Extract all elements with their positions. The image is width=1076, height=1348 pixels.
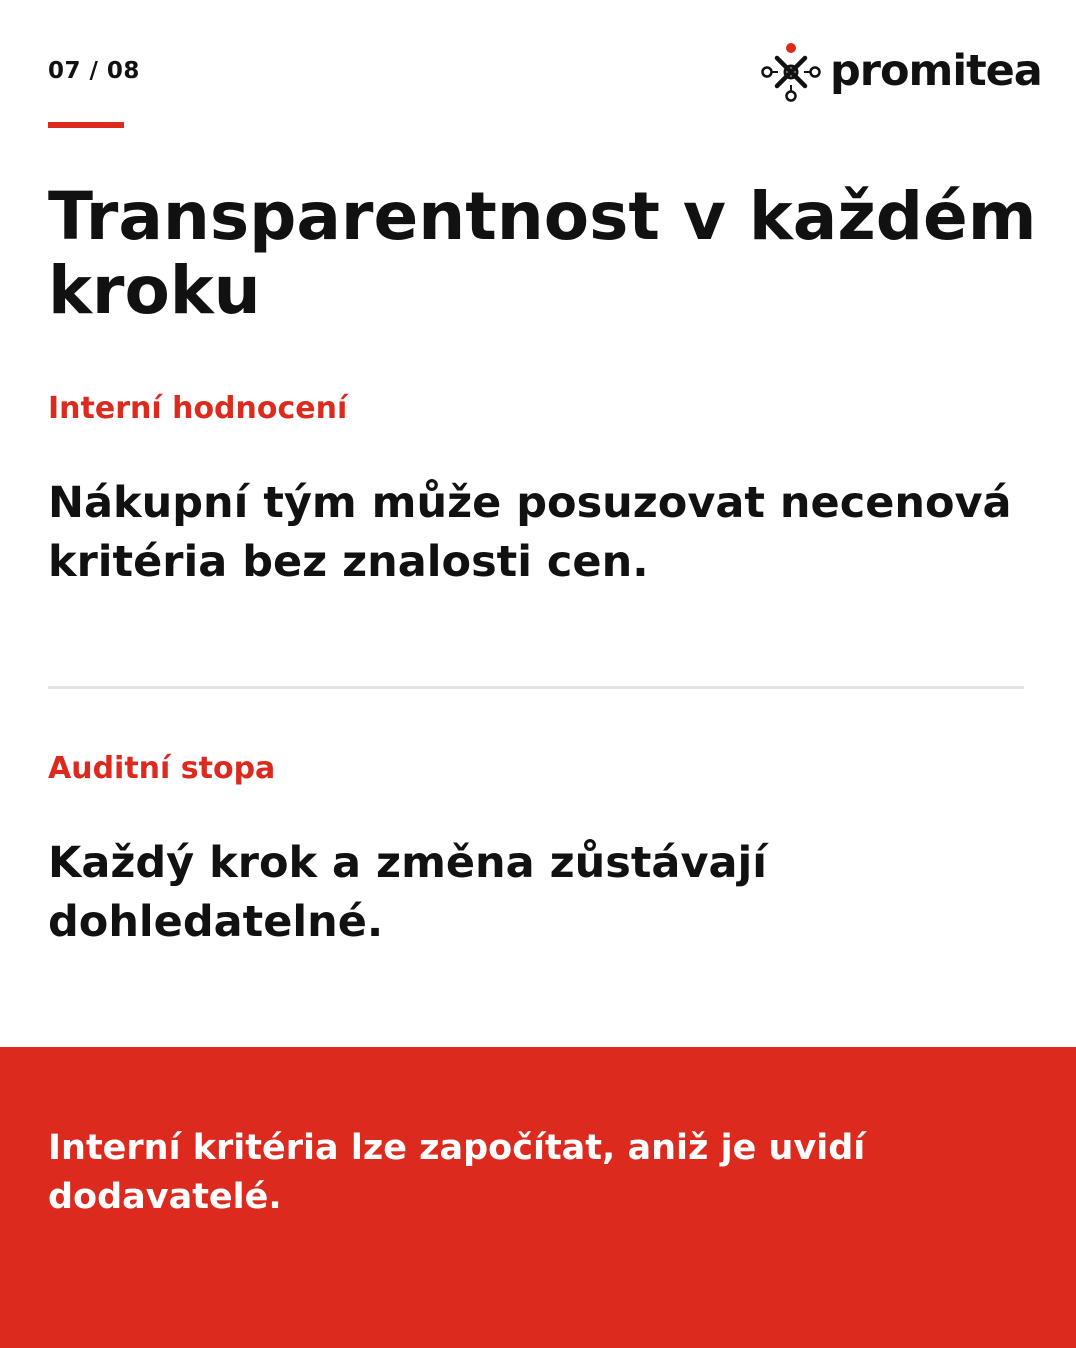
section-text-internal-evaluation: Nákupní tým může posuzovat necenová kritéria bez znalosti cen. <box>48 478 1012 587</box>
accent-rule <box>48 122 124 128</box>
logo-wordmark: promitea <box>830 45 1042 96</box>
section-text-audit-trail: Každý krok a změna zůstávají dohledatelné. <box>48 838 767 947</box>
slide-counter: 07 / 08 <box>48 58 140 84</box>
section-label-internal-evaluation: Interní hodnocení <box>48 391 348 426</box>
page-title: Transparentnost v každém kroku <box>48 178 1037 329</box>
footer-text: Interní kritéria lze započítat, aniž je uvidí dodavatelé. <box>48 1128 866 1217</box>
promitea-logo <box>760 40 1042 102</box>
promitea-logo-icon <box>760 40 822 102</box>
section-label-audit-trail: Auditní stopa <box>48 751 276 786</box>
section-divider <box>48 686 1024 689</box>
